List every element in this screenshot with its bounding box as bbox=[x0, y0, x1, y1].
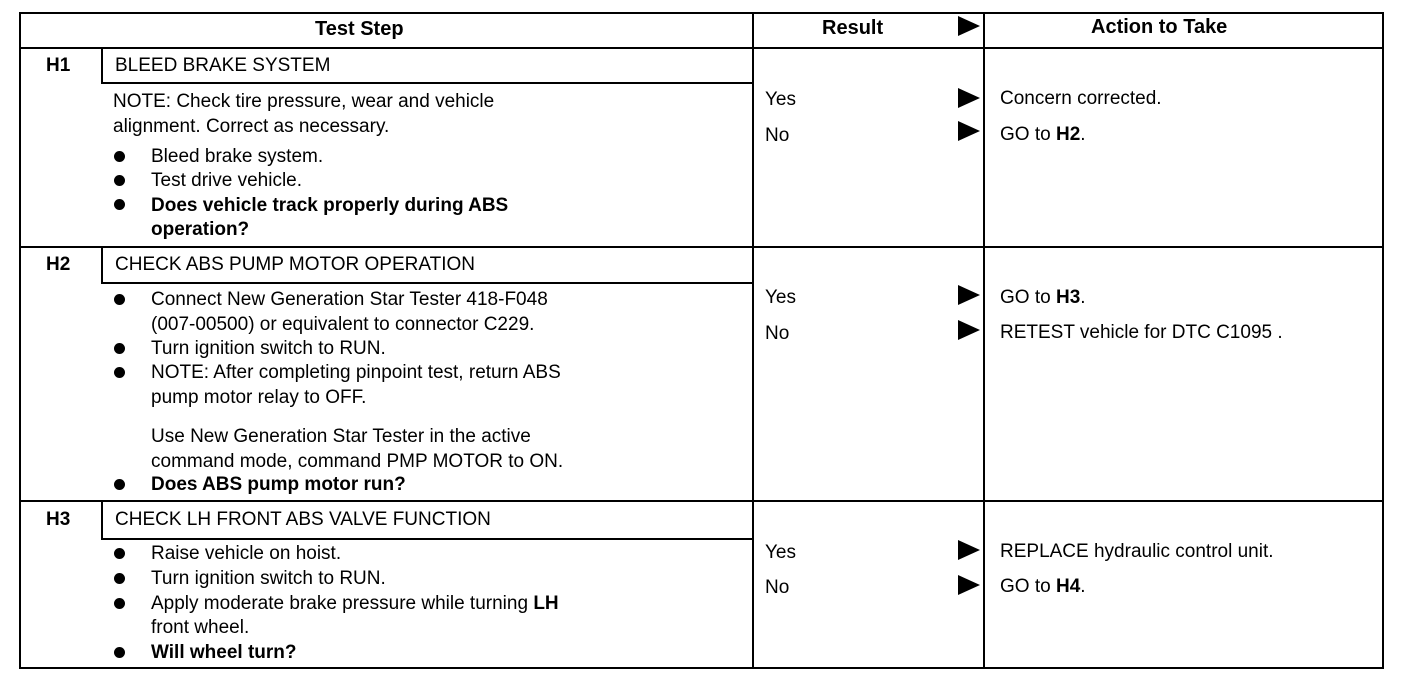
list-item bbox=[151, 591, 559, 616]
step-title: BLEED BRAKE SYSTEM bbox=[115, 55, 331, 76]
list-item: Test drive vehicle. bbox=[151, 170, 303, 191]
arrow-icon bbox=[958, 540, 980, 560]
result-yes: Yes bbox=[765, 287, 796, 308]
bullet-icon bbox=[114, 343, 125, 354]
action-suffix: . bbox=[1080, 287, 1086, 308]
result-no: No bbox=[765, 577, 790, 598]
question-line: Does ABS pump motor run? bbox=[151, 474, 406, 495]
action-prefix: GO to bbox=[1000, 576, 1056, 597]
list-item: front wheel. bbox=[151, 617, 250, 638]
list-item: Turn ignition switch to RUN. bbox=[151, 568, 386, 589]
question-line: operation? bbox=[151, 219, 250, 240]
result-yes: Yes bbox=[765, 89, 796, 110]
h2-h3-separator bbox=[19, 500, 1384, 502]
table-border-right bbox=[1382, 12, 1384, 669]
h3-title-divider bbox=[101, 538, 753, 540]
list-item: Bleed brake system. bbox=[151, 146, 324, 167]
column-divider-result bbox=[752, 12, 754, 669]
bullet-icon bbox=[114, 548, 125, 559]
bullet-icon bbox=[114, 294, 125, 305]
action-ref: H3 bbox=[1055, 287, 1081, 308]
bullet-icon bbox=[114, 199, 125, 210]
header-arrow-icon bbox=[958, 16, 980, 36]
arrow-icon bbox=[958, 88, 980, 108]
action-text: REPLACE hydraulic control unit. bbox=[1000, 541, 1274, 562]
h2-title-divider bbox=[101, 282, 753, 284]
arrow-icon bbox=[958, 121, 980, 141]
action-prefix: GO to bbox=[1000, 287, 1056, 308]
bullet-icon bbox=[114, 573, 125, 584]
note-line: alignment. Correct as necessary. bbox=[113, 116, 390, 137]
question-line: Does vehicle track properly during ABS bbox=[151, 195, 509, 216]
column-divider-action bbox=[983, 12, 985, 669]
result-no: No bbox=[765, 323, 790, 344]
bullet-icon bbox=[114, 647, 125, 658]
action-suffix: . bbox=[1080, 124, 1086, 145]
list-item: (007-00500) or equivalent to connector C229. bbox=[151, 314, 535, 335]
bullet-icon bbox=[114, 367, 125, 378]
arrow-icon bbox=[958, 575, 980, 595]
h1-h2-separator bbox=[19, 246, 1384, 248]
action-suffix: . bbox=[1080, 576, 1086, 597]
header-divider bbox=[19, 47, 1384, 49]
action-text bbox=[1000, 287, 1086, 309]
table-border-bottom bbox=[19, 667, 1384, 669]
result-yes: Yes bbox=[765, 542, 796, 563]
arrow-icon bbox=[958, 285, 980, 305]
question-line: Will wheel turn? bbox=[151, 642, 297, 663]
list-item: Raise vehicle on hoist. bbox=[151, 543, 342, 564]
table-border-top bbox=[19, 12, 1384, 14]
action-text bbox=[1000, 124, 1086, 146]
list-item-text: Apply moderate brake pressure while turning bbox=[151, 593, 534, 614]
step-title: CHECK LH FRONT ABS VALVE FUNCTION bbox=[115, 509, 491, 530]
result-no: No bbox=[765, 125, 790, 146]
bullet-icon bbox=[114, 151, 125, 162]
paragraph-line: Use New Generation Star Tester in the active bbox=[151, 426, 531, 447]
action-ref: H2 bbox=[1055, 124, 1081, 145]
bullet-icon bbox=[114, 175, 125, 186]
table-border-left bbox=[19, 12, 21, 669]
step-code: H3 bbox=[46, 509, 71, 530]
step-title: CHECK ABS PUMP MOTOR OPERATION bbox=[115, 254, 476, 275]
action-text: RETEST vehicle for DTC C1095 . bbox=[1000, 322, 1283, 343]
h3-code-divider bbox=[101, 501, 103, 538]
h1-title-divider bbox=[101, 82, 753, 84]
list-item: pump motor relay to OFF. bbox=[151, 387, 367, 408]
header-test-step: Test Step bbox=[315, 18, 404, 40]
step-code: H1 bbox=[46, 55, 71, 76]
list-item: Connect New Generation Star Tester 418-F048 bbox=[151, 289, 548, 310]
h2-code-divider bbox=[101, 247, 103, 282]
action-prefix: GO to bbox=[1000, 124, 1056, 145]
action-text: Concern corrected. bbox=[1000, 88, 1162, 109]
bullet-icon bbox=[114, 479, 125, 490]
action-text bbox=[1000, 576, 1086, 598]
action-ref: H4 bbox=[1055, 576, 1081, 597]
arrow-icon bbox=[958, 320, 980, 340]
list-item: NOTE: After completing pinpoint test, return ABS bbox=[151, 362, 561, 383]
note-line: NOTE: Check tire pressure, wear and vehicle bbox=[113, 91, 495, 112]
list-item-bold: LH bbox=[533, 593, 559, 614]
header-result: Result bbox=[822, 17, 884, 39]
paragraph-line: command mode, command PMP MOTOR to ON. bbox=[151, 451, 564, 472]
bullet-icon bbox=[114, 598, 125, 609]
header-action: Action to Take bbox=[1091, 16, 1228, 38]
list-item: Turn ignition switch to RUN. bbox=[151, 338, 386, 359]
h1-code-divider bbox=[101, 48, 103, 82]
step-code: H2 bbox=[46, 254, 71, 275]
